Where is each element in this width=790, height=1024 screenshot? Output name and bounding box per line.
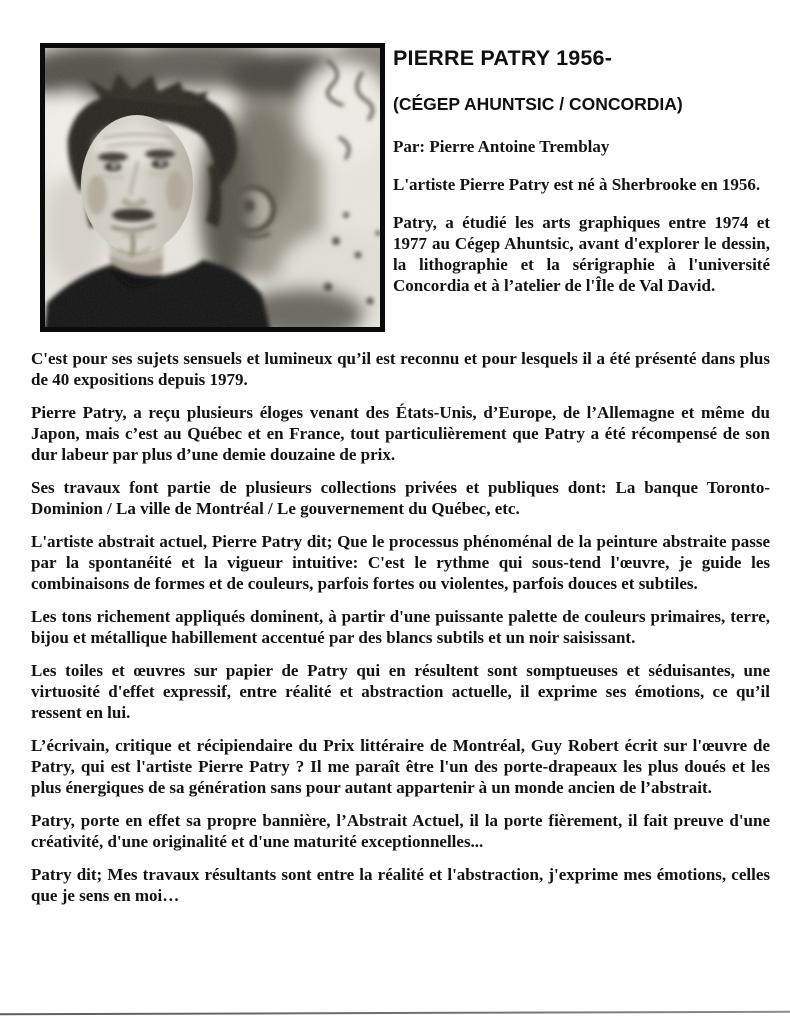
body-paragraph: Patry dit; Mes travaux résultants sont entre la réalité et l'abstraction, j'exprime mes émotions, celles que je sens en moi… — [31, 865, 770, 905]
body-paragraph: Ses travaux font partie de plusieurs collections privées et publiques dont: La banque Toronto-Dominion / La ville de Montréal / Le gouvernement du Québec, etc. — [31, 478, 770, 518]
photo-frame — [40, 43, 385, 332]
body-paragraph: L’écrivain, critique et récipiendaire du Prix littéraire de Montréal, Guy Robert écrit sur l'œuvre de Patry, qui est l'artiste Pierre Patry ? Il me paraît être l'un des porte-drapeaux les plus doués et les plus énergiques de sa génération sans pour autant appartenir à un monde ancien de l’abstrait. — [31, 736, 770, 797]
body-paragraph: Patry, porte en effet sa propre bannière, l’Abstrait Actuel, il la porte fièrement, il fait preuve d'une créativité, d'une originalité et d'une maturité exceptionnelles... — [31, 811, 770, 851]
top-section — [40, 43, 770, 332]
body-text — [31, 348, 770, 906]
body-paragraph: C'est pour ses sujets sensuels et lumineux qu’il est reconnu et pour lesquels il a été présenté dans plus de 40 expositions depuis 1979. — [31, 349, 770, 389]
body-paragraph: Les tons richement appliqués dominent, à partir d'une puissante palette de couleurs primaires, terre, bijou et métallique habillement accentué par des blancs subtils et un noir saisissant. — [31, 607, 770, 647]
intro-column — [393, 43, 770, 296]
portrait-photo — [40, 43, 385, 332]
byline: Par: Pierre Antoine Tremblay — [393, 137, 610, 156]
page-title: PIERRE PATRY 1956- — [393, 46, 613, 70]
body-paragraph: Pierre Patry, a reçu plusieurs éloges venant des États-Unis, d’Europe, de l’Allemagne et même du Japon, mais c’est au Québec et en France, tout particulièrement que Patry a été récompensé de son dur labeur par plus d’une demie douzaine de prix. — [31, 403, 770, 464]
scan-edge-line — [0, 1011, 790, 1016]
page-subtitle: (CÉGEP AHUNTSIC / CONCORDIA) — [393, 94, 683, 114]
intro-paragraph: L'artiste Pierre Patry est né à Sherbrooke en 1956. — [393, 175, 761, 194]
body-paragraph: Les toiles et œuvres sur papier de Patry qui en résultent sont somptueuses et séduisantes, une virtuosité d'effet expressif, entre réalité et abstraction actuelle, il exprime ses émotions, ce qu’il ressent en lui. — [31, 661, 770, 722]
intro-paragraph: Patry, a étudié les arts graphiques entre 1974 et 1977 au Cégep Ahuntsic, avant d'explorer le dessin, la lithographie et la sérigraphie à l'université Concordia et à l’atelier de l'Île de Val David. — [393, 213, 770, 295]
body-paragraph: L'artiste abstrait actuel, Pierre Patry dit; Que le processus phénoménal de la peinture abstraite passe par la spontanéité et la vigueur intuitive: C'est le rythme qui sous-tend l'œuvre, je guide les combinaisons de formes et de couleurs, parfois fortes ou violentes, parfois douces et subtiles. — [31, 532, 770, 593]
